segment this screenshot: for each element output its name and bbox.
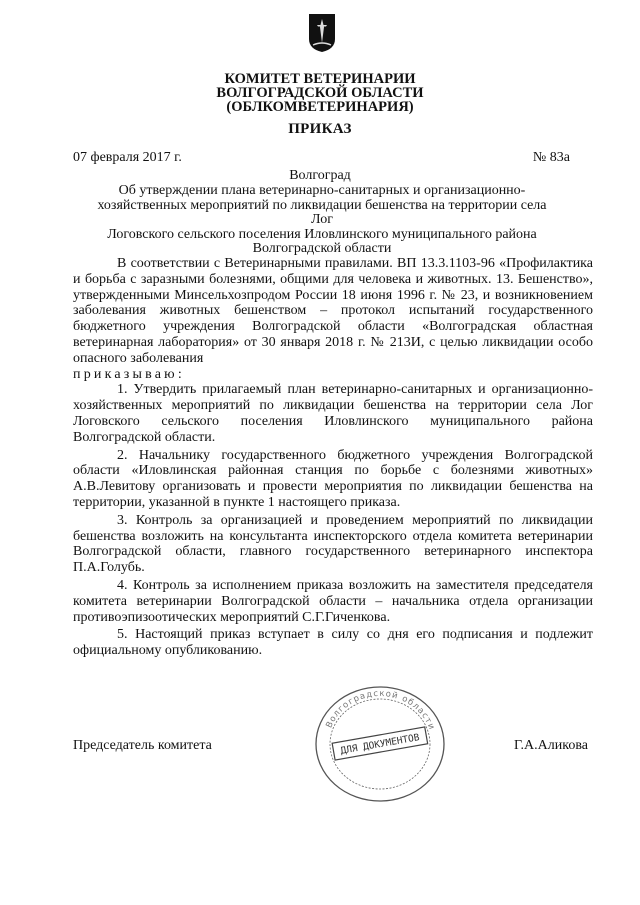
stamp-ring-text: Волгоградской области — [324, 688, 437, 732]
org-abbreviation: (ОБЛКОМВЕТЕРИНАРИЯ) — [226, 99, 414, 115]
decree-word: приказываю: — [73, 366, 185, 382]
order-item-5: 5. Настоящий приказ вступает в силу со дня его подписания и подлежит официальному опубликованию. — [73, 627, 593, 659]
official-stamp — [309, 682, 451, 807]
subject-line: Логовского сельского поселения Иловлинского муниципального района — [107, 226, 537, 242]
signatory-name: Г.А.Аликова — [514, 738, 588, 753]
stamp-center-text: ДЛЯ ДОКУМЕНТОВ — [339, 732, 421, 757]
subject-line: хозяйственных мероприятий по ликвидации бешенства на территории села Лог — [97, 197, 547, 227]
subject-line: Об утверждении плана ветеринарно-санитарных и организационно- — [118, 183, 526, 198]
document-subject — [90, 184, 554, 257]
order-item-4: 4. Контроль за исполнением приказа возложить на заместителя председателя комитета ветеринарии Волгоградской области – начальника отдела организации противоэпизоотических мероприятий С.Г.Гиченкова. — [73, 577, 593, 625]
order-item-2: 2. Начальнику государственного бюджетного учреждения Волгоградской области «Иловлинская районная станция по борьбе с болезнями животных» А.В.Левитову организовать и провести мероприятия по ликвидации бешенства на территории, указанной в пункте 1 настоящего приказа. — [73, 447, 593, 510]
preamble-paragraph — [73, 256, 593, 367]
org-name-line-2: ВОЛГОГРАДСКОЙ ОБЛАСТИ — [216, 85, 424, 101]
document-date: 07 февраля 2017 г. — [73, 150, 182, 165]
document-title: ПРИКАЗ — [288, 121, 352, 137]
signatory-title: Председатель комитета — [73, 738, 212, 753]
org-name-line-1: КОМИТЕТ ВЕТЕРИНАРИИ — [224, 71, 416, 87]
document-city: Волгоград — [289, 168, 351, 183]
subject-line: Волгоградской области — [252, 241, 392, 256]
preamble-text: В соответствии с Ветеринарными правилами. ВП 13.3.1103-96 «Профилактика и борьба с заразными болезнями, общими для человека и животных. 13. Бешенство», утвержденными Минсельхозпродом России 18 июня 1996 г. № 23, и возникновением заболевания животных бешенством – протокол испытаний государственного бюджетного учреждения Волгоградской области «Волгоградская областная ветеринарная лаборатория» от 30 января 2018 г. № 213И, с целью ликвидации особо опасного заболевания — [73, 256, 593, 366]
document-number: № 83а — [532, 150, 570, 165]
order-item-3: 3. Контроль за организацией и проведением мероприятий по ликвидации бешенства возложить на консультанта инспекторского отдела комитета ветеринарии Волгоградской области, главного государственного ветеринарного инспектора П.А.Голубь. — [73, 512, 593, 576]
order-item-1: 1. Утвердить прилагаемый план ветеринарно-санитарных и организационно-хозяйственных мероприятий по ликвидации бешенства на территории села Лог Логовского сельского поселения Иловлинского муниципального района Волгоградской области. — [73, 382, 593, 445]
document-body — [73, 256, 593, 659]
coat-of-arms-icon — [308, 13, 336, 53]
